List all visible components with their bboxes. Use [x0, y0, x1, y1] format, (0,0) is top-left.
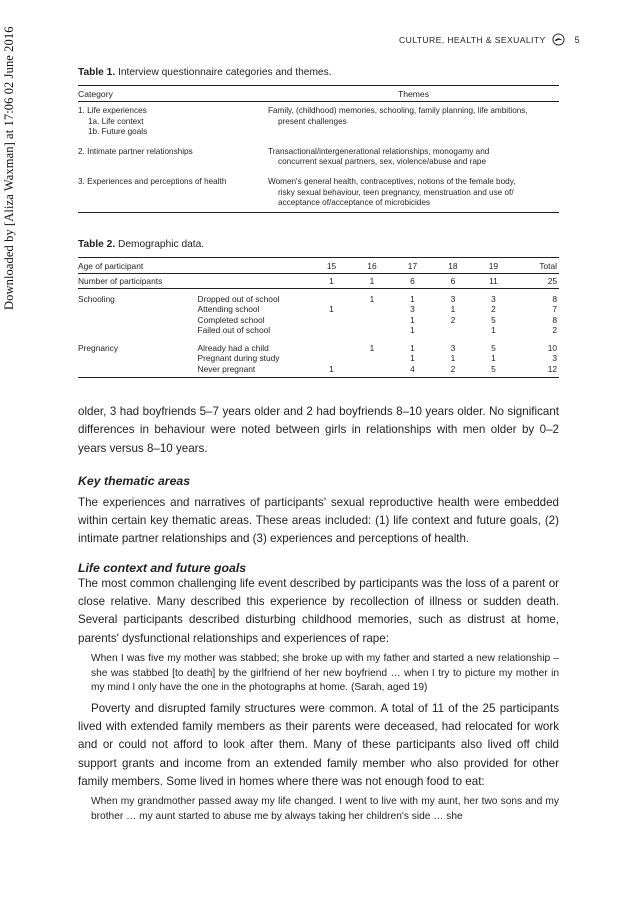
cell: 2 [450, 363, 456, 374]
cell-total: 8 [552, 293, 558, 304]
body-paragraph: The most common challenging life event described by participants was the loss of a parent or close relative. Many described this experience by recollection of illness or sudden death. Several participants described disturbing childhood memories, such as distrust at home, parents' dysfunctional relationships and experiences of rape: [78, 576, 559, 645]
cell: 11 [489, 276, 498, 286]
age-19: 19 [488, 260, 499, 271]
table-2-inner-rule [78, 288, 559, 289]
sub-label: Already had a child [197, 342, 269, 353]
cell-total: 2 [552, 325, 558, 335]
theme-line: Women's general health, contraceptives, notions of the female body, [268, 176, 516, 186]
table-2-label: Table 2. [78, 239, 116, 250]
block-quote: When my grandmother passed away my life changed. I went to live with my aunt, her two sons and my brother … my aunt started to abuse me by always taking her children's side … she [91, 796, 559, 822]
row-label: Number of participants [78, 276, 163, 286]
cell: 1 [491, 325, 496, 335]
table-2-header [78, 258, 559, 274]
table-row [78, 304, 559, 315]
cell: 2 [450, 314, 456, 325]
table-row [78, 106, 559, 138]
section-heading: Key thematic areas [78, 473, 191, 488]
theme-line: risky sexual behaviour, teen pregnancy, menstruation and use of/ [278, 187, 514, 197]
header-themes: Themes [397, 89, 430, 99]
theme-line: present challenges [278, 116, 347, 126]
category-line: 3. Experiences and perceptions of health [78, 176, 227, 186]
table-row [78, 364, 559, 375]
cell-total: 12 [547, 363, 558, 374]
theme-line: Family, (childhood) memories, schooling, family planning, life ambitions, [268, 106, 528, 115]
cell-total: 3 [552, 353, 558, 363]
cell [352, 353, 392, 364]
header-total: Total [539, 260, 558, 271]
table-1-bottom-rule [78, 212, 559, 213]
category-line: 1. Life experiences [78, 106, 147, 115]
article-body [78, 403, 559, 824]
journal-name: CULTURE, HEALTH & SEXUALITY [399, 34, 546, 45]
cell [352, 325, 392, 336]
table-row [78, 343, 559, 354]
cell: 1 [410, 325, 415, 335]
table-1-label: Table 1. [78, 67, 116, 78]
cell-total: 25 [547, 276, 558, 286]
body-paragraph: Poverty and disrupted family structures were common. A total of 11 of the 25 participants lived with extended family members as their parents were deceased, had relocated for work and or could not afford to look after them. Many of these participants also lived off child support grants and income from an extended family member who also provided for other family members. Some lived in homes where there was not enough food to eat: [78, 701, 559, 788]
cell: 1 [410, 353, 415, 363]
cell [311, 325, 351, 336]
cell: 1 [329, 363, 334, 374]
group-label: Schooling [78, 293, 115, 304]
age-17: 17 [407, 260, 418, 271]
cell: 1 [410, 293, 415, 304]
sub-label: Failed out of school [197, 325, 271, 335]
sub-label: Pregnant during study [197, 353, 280, 363]
cell: 3 [410, 304, 415, 314]
table-1-header [78, 86, 559, 101]
cell: 2 [491, 304, 496, 314]
category-line: 1a. Life context [88, 116, 144, 126]
category-line: 2. Intimate partner relationships [78, 146, 193, 156]
body-paragraph: older, 3 had boyfriends 5–7 years older and 2 had boyfriends 8–10 years older. No significant differences in behaviour were noted between girls in relationships with men older by 0–2 years versus 8–10 years. [78, 405, 559, 455]
table-row [78, 353, 559, 364]
table-2-title: Demographic data. [118, 239, 205, 250]
cell-total: 10 [547, 342, 558, 353]
publisher-swirl-icon [552, 33, 565, 46]
table-row [78, 177, 559, 209]
cell: 1 [491, 353, 496, 363]
theme-line: acceptance of/acceptance of microbicides [278, 198, 431, 208]
cell [311, 294, 351, 305]
cell: 1 [410, 342, 415, 353]
cell: 1 [369, 342, 375, 353]
cell [352, 364, 392, 375]
table-2 [78, 240, 559, 378]
sub-label: Attending school [197, 304, 260, 314]
age-18: 18 [448, 260, 458, 271]
cell: 5 [491, 363, 496, 374]
cell: 5 [491, 314, 496, 325]
table-1-title: Interview questionnaire categories and themes. [118, 67, 332, 78]
cell: 1 [329, 304, 334, 314]
theme-line: Transactional/intergenerational relationships, monogamy and [268, 146, 490, 156]
table-row [78, 147, 559, 168]
cell: 1 [450, 353, 456, 363]
sub-label: Never pregnant [197, 363, 256, 374]
cell: 3 [450, 293, 456, 304]
block-quote: When I was five my mother was stabbed; she broke up with my father and started a new relationship – she was stabbed [to death] by the girlfriend of her new boyfriend … when I try to picture my mother in my mind I only have the one in the photographs at home. (Sarah, aged 19) [91, 652, 559, 694]
table-1 [78, 67, 559, 213]
age-16: 16 [367, 260, 377, 271]
cell: 1 [410, 314, 415, 325]
cell: 6 [450, 276, 456, 286]
table-1-caption [78, 67, 559, 78]
cell: 5 [491, 342, 496, 353]
cell: 1 [329, 276, 334, 286]
cell-total: 7 [552, 304, 558, 314]
cell: 6 [410, 276, 415, 286]
group-label: Pregnancy [78, 342, 119, 353]
body-paragraph: The experiences and narratives of participants' sexual reproductive health were embedded within certain key thematic areas. These areas included: (1) life context and future goals, (2) intimate partner relationships and (3) experiences and perceptions of health. [78, 495, 559, 546]
category-line: 1b. Future goals [88, 127, 148, 137]
running-head [370, 33, 580, 46]
page-number: 5 [574, 34, 580, 45]
cell: 1 [450, 304, 456, 314]
download-stamp: Downloaded by [Aliza Waxman] at 17:06 02 June 2016 [2, 26, 16, 310]
cell [311, 315, 351, 326]
cell [433, 325, 473, 336]
cell: 1 [369, 276, 375, 286]
age-15: 15 [326, 260, 337, 271]
table-1-header-rule [78, 101, 559, 102]
table-2-caption [78, 240, 559, 251]
cell [352, 304, 392, 315]
cell: 3 [450, 342, 456, 353]
cell [352, 315, 392, 326]
cell-total: 8 [552, 314, 558, 325]
header-age: Age of participant [78, 260, 144, 271]
sub-label: Completed school [197, 314, 265, 325]
table-row [78, 325, 559, 336]
cell [311, 343, 351, 354]
theme-line: concurrent sexual partners, sex, violence/abuse and rape [278, 157, 486, 167]
pregnancy-group [78, 343, 559, 375]
sub-label: Dropped out of school [197, 293, 280, 304]
table-row [78, 294, 559, 305]
table-row [78, 315, 559, 326]
schooling-group [78, 294, 559, 336]
cell: 3 [491, 293, 496, 304]
cell: 4 [410, 363, 415, 374]
subsection-heading: Life context and future goals [78, 560, 247, 575]
table-2-bottom-rule [78, 377, 559, 378]
cell: 1 [369, 293, 375, 304]
table-row [78, 274, 559, 288]
header-category: Category [78, 89, 113, 99]
cell [311, 353, 351, 364]
